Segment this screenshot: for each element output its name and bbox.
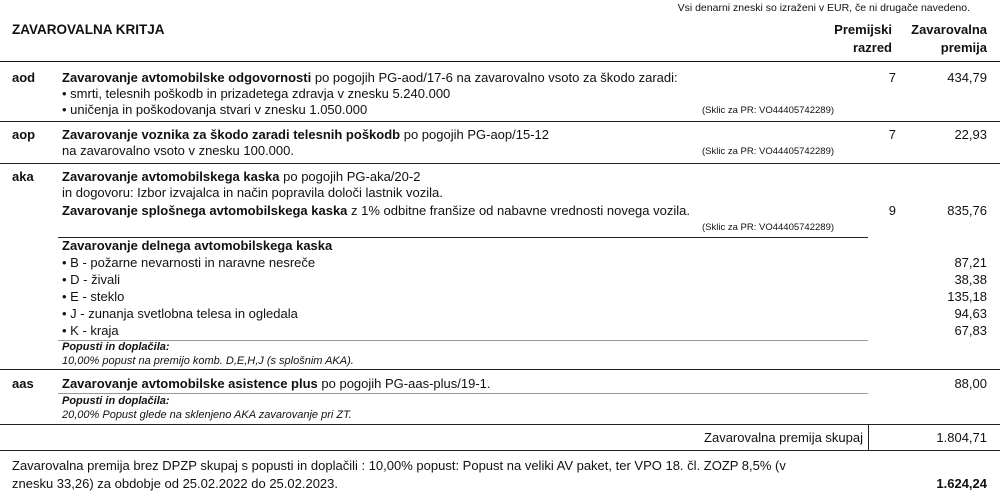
premium-amount: 835,76 [947, 203, 987, 218]
coverage-description [62, 70, 678, 85]
premium-amount: 88,00 [954, 376, 987, 391]
coverage-code: aas [12, 376, 34, 391]
premium-class: 7 [888, 127, 896, 142]
currency-note: Vsi denarni zneski so izraženi v EUR, če ni drugače navedeno. [677, 2, 970, 14]
sub-coverage-terms: z 1% odbitne franšize od nabavne vrednosti novega vozila. [347, 203, 690, 218]
total-separator [868, 424, 869, 450]
coverage-code: aod [12, 70, 36, 85]
premium-class: 7 [888, 70, 896, 85]
partial-item-label: • E - steklo [62, 289, 125, 304]
partial-casco-title: Zavarovanje delnega avtomobilskega kaska [62, 238, 333, 253]
coverage-terms: po pogojih PG-aka/20-2 [279, 169, 421, 184]
premium-amount: 434,79 [947, 70, 987, 85]
premium-class: 9 [888, 203, 896, 218]
total-divider [0, 450, 1000, 451]
partial-item-premium: 87,21 [954, 255, 987, 270]
total-premium: 1.804,71 [936, 430, 987, 445]
coverage-description [62, 127, 549, 142]
partial-item-label: • J - zunanja svetlobna telesa in ogledala [62, 306, 298, 321]
coverage-line: na zavarovalno vsoto v znesku 100.000. [62, 143, 294, 158]
partial-item-premium: 38,38 [954, 272, 987, 287]
coverage-description [62, 169, 420, 184]
discount-text: 20,00% Popust glede na sklenjeno AKA zavarovanje pri ZT. [62, 409, 352, 421]
coverage-title: Zavarovanje avtomobilske odgovornosti [62, 70, 312, 85]
coverage-terms: po pogojih PG-aod/17-6 na zavarovalno vsoto za škodo zaradi: [311, 70, 678, 85]
final-premium: 1.624,24 [936, 476, 987, 491]
coverage-title: Zavarovanje voznika za škodo zaradi telesnih poškodb [62, 127, 401, 142]
premium-header-1: Zavarovalna [911, 22, 987, 37]
header-divider [0, 61, 1000, 62]
section-title: ZAVAROVALNA KRITJA [12, 22, 165, 37]
partial-item-label: • K - kraja [62, 323, 119, 338]
discount-divider [58, 340, 868, 341]
coverage-line: • uničenja in poškodovanja stvari v znesku 1.050.000 [62, 102, 368, 117]
row-divider [0, 369, 1000, 370]
payment-reference: (Sklic za PR: VO44405742289) [702, 105, 835, 116]
discount-title: Popusti in doplačila: [62, 341, 170, 353]
partial-item-premium: 67,83 [954, 323, 987, 338]
partial-item-label: • B - požarne nevarnosti in naravne nesreče [62, 255, 316, 270]
discount-text: 10,00% popust na premijo komb. D,E,H,J (s splošnim AKA). [62, 355, 354, 367]
payment-reference: (Sklic za PR: VO44405742289) [702, 146, 835, 157]
premium-class-header-2: razred [852, 40, 892, 55]
coverage-description [62, 376, 491, 391]
coverage-code: aop [12, 127, 36, 142]
partial-item-label: • D - živali [62, 272, 120, 287]
coverage-line: • smrti, telesnih poškodb in prizadetega zdravja v znesku 5.240.000 [62, 86, 451, 101]
partial-item-premium: 135,18 [947, 289, 987, 304]
premium-class-header-1: Premijski [834, 22, 892, 37]
row-divider [0, 121, 1000, 122]
partial-item-premium: 94,63 [954, 306, 987, 321]
payment-reference: (Sklic za PR: VO44405742289) [702, 222, 835, 233]
coverage-line: in dogovoru: Izbor izvajalca in način popravila določi lastnik vozila. [62, 185, 443, 200]
coverage-terms: po pogojih PG-aas-plus/19-1. [317, 376, 491, 391]
premium-header-2: premija [940, 40, 987, 55]
premium-amount: 22,93 [954, 127, 987, 142]
row-divider [0, 424, 1000, 425]
coverage-title: Zavarovanje avtomobilske asistence plus [62, 376, 318, 391]
row-divider [0, 163, 1000, 164]
coverage-terms: po pogojih PG-aop/15-12 [400, 127, 549, 142]
footer-line-1: Zavarovalna premija brez DPZP skupaj s popusti in doplačili : 10,00% popust: Popust na veliki AV paket, ter VPO 18. čl. ZOZP 8,5% (v [12, 458, 786, 473]
coverage-title: Zavarovanje avtomobilskega kaska [62, 169, 280, 184]
sub-coverage-title: Zavarovanje splošnega avtomobilskega kaska [62, 203, 348, 218]
discount-divider [58, 393, 868, 394]
footer-line-2: znesku 33,26) za obdobje od 25.02.2022 do 25.02.2023. [12, 476, 338, 491]
discount-title: Popusti in doplačila: [62, 395, 170, 407]
sub-coverage-description [62, 203, 690, 218]
coverage-code: aka [12, 169, 34, 184]
total-label: Zavarovalna premija skupaj [704, 430, 863, 445]
